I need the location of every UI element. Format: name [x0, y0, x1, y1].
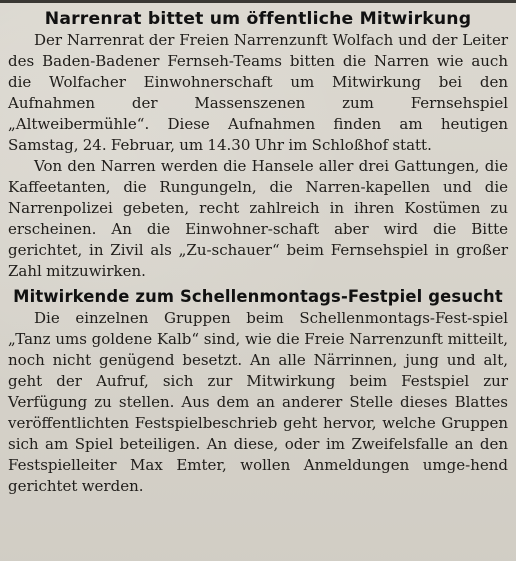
headline-narrenrat: Narrenrat bittet um öffentliche Mitwirkung: [44, 9, 472, 29]
top-rule: [0, 0, 516, 3]
paragraph-costume-request: Von den Narren werden die Hansele aller drei Gattungen, die Kaffeetanten, die Rungungeln, die Narren-kapellen und die Narrenpolizei gebeten, recht zahlreich in ihren Kostümen zu erscheinen. An die Einwohner-schaft aber wird die Bitte gerichtet, in Zivil als „Zu-schauer“ beim Fernsehspiel in großer Zahl mitzuwirken.: [8, 157, 508, 280]
paragraph-appeal-filming: Der Narrenrat der Freien Narrenzunft Wolfach und der Leiter des Baden-Badener Fernseh-Teams bitten die Narren wie auch die Wolfacher Einwohnerschaft um Mitwirkung bei den Aufnahmen der Massenszenen zum Fernsehspiel „Altweibermühle“. Diese Aufnahmen finden am heutigen Samstag, 24. Februar, um 14.30 Uhr im Schloßhof statt.: [8, 31, 508, 154]
paragraph-festspiel-call: Die einzelnen Gruppen beim Schellenmontags-Fest-spiel „Tanz ums goldene Kalb“ sind, wie die Freie Narrenzunft mitteilt, noch nicht genügend besetzt. An alle Närrinnen, jung und alt, geht der Aufruf, sich zur Mitwirkung beim Festspiel zur Verfügung zu stellen. Aus dem an anderer Stelle dieses Blattes veröffentlichten Festspielbeschrieb geht hervor, welche Gruppen sich am Spiel beteiligen. An diese, oder im Zweifelsfalle an den Festspielleiter Max Emter, wollen Anmeldungen umge-hend gerichtet werden.: [8, 309, 508, 495]
headline-festspiel: Mitwirkende zum Schellenmontags-Festpiel gesucht: [13, 287, 503, 306]
